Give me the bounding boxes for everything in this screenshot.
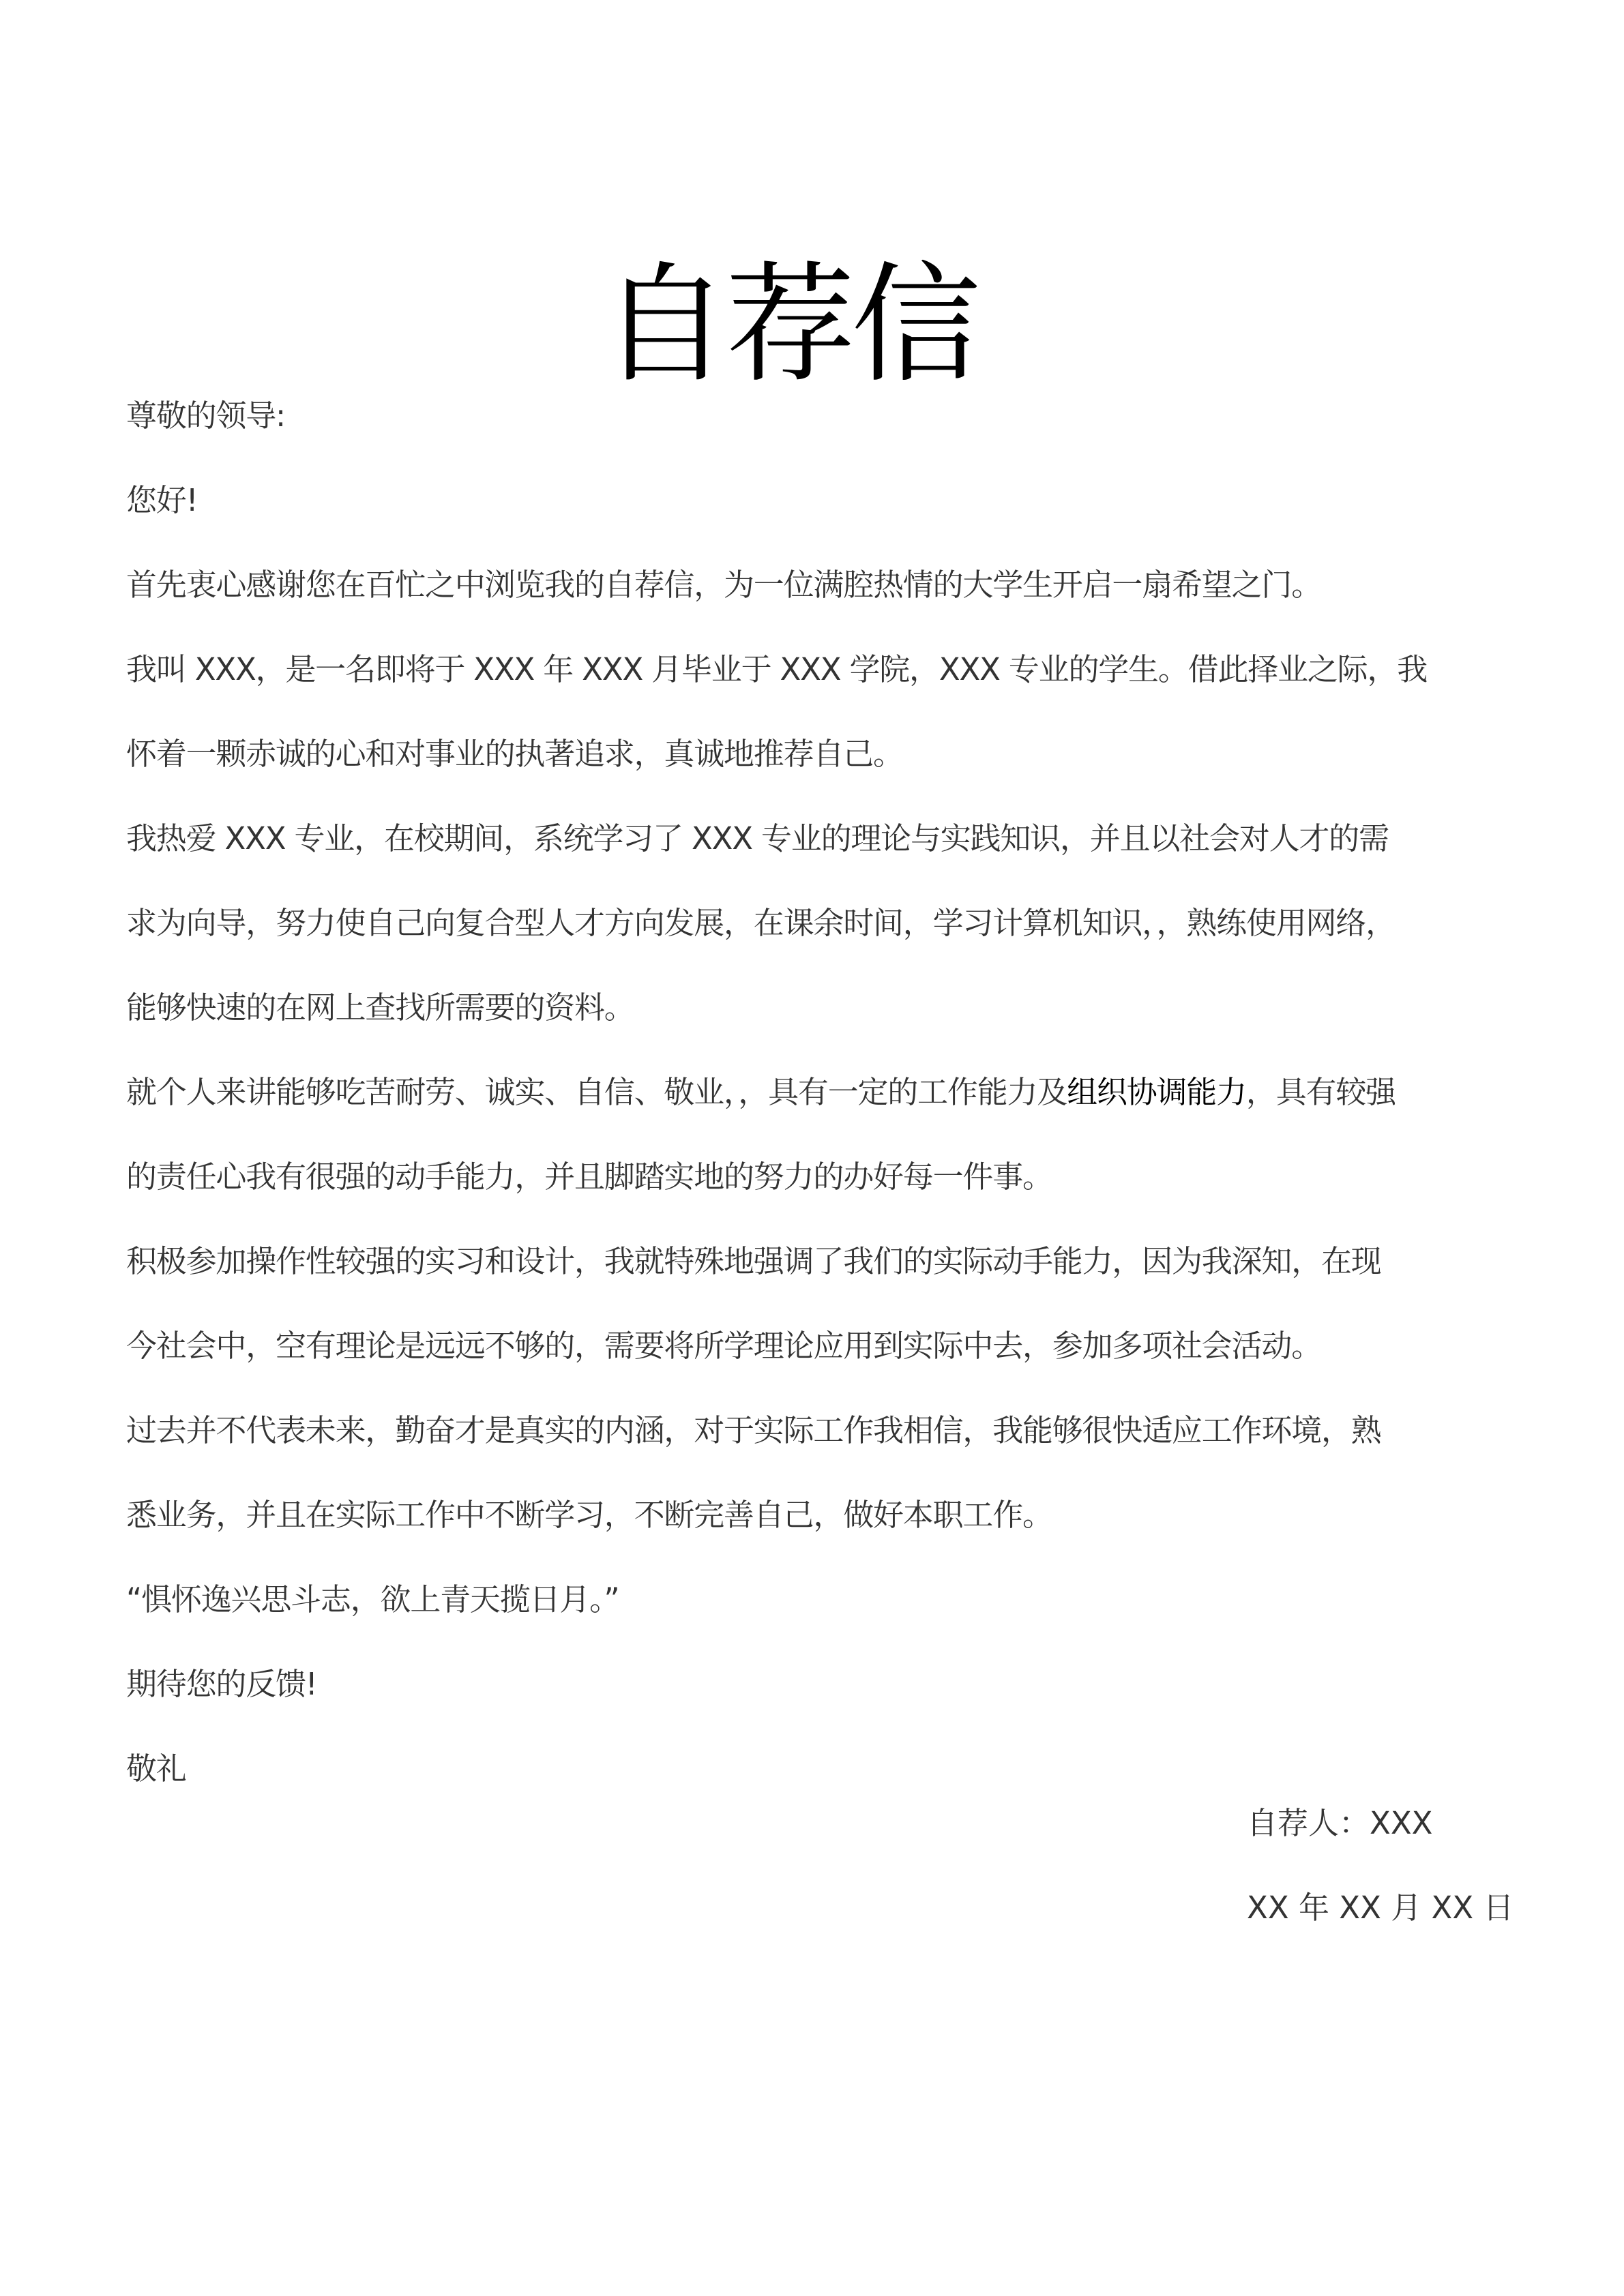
signature-block xyxy=(1247,1781,1514,1950)
paragraph-practice xyxy=(126,1219,1518,1388)
document-title: 自荐信 xyxy=(600,250,977,400)
text-segment: 就个人来讲能够吃苦耐劳、诚实、自信、敬业，，具有一定的工作能力及 xyxy=(126,1074,1067,1110)
paragraph-line: 积极参加操作性较强的实习和设计，我就特殊地强调了我们的实际动手能力，因为我深知，在现 xyxy=(126,1243,1381,1279)
paragraph-line xyxy=(126,1050,1518,1135)
paragraph-line: 首先衷心感谢您在百忙之中浏览我的自荐信，为一位满腔热情的大学生开启一扇希望之门。 xyxy=(126,567,1322,603)
paragraph-future xyxy=(126,1388,1518,1557)
closing-regards: 敬礼 xyxy=(126,1750,186,1787)
paragraph-line: 求为向导，努力使自己向复合型人才方向发展，在课余时间，学习计算机知识，，熟练使用网络， xyxy=(126,905,1396,941)
text-segment: ，具有较强 xyxy=(1245,1074,1396,1110)
paragraph-line: 怀着一颗赤诚的心和对事业的执著追求，真诚地推荐自己。 xyxy=(126,736,903,772)
paragraph-line: 我热爱 XXX 专业，在校期间，系统学习了 XXX 专业的理论与实践知识，并且以社会对人才的需 xyxy=(126,820,1389,856)
quote: “惧怀逸兴思斗志，欲上青天揽日月。” xyxy=(126,1581,619,1617)
greeting: 您好! xyxy=(126,482,198,518)
signature-date: XX 年 XX 月 XX 日 xyxy=(1247,1890,1514,1926)
paragraph-thanks xyxy=(126,543,1518,627)
emphasized-phrase: 组织协调能力 xyxy=(1067,1074,1246,1110)
letter-body xyxy=(126,374,1518,1811)
paragraph-line: 能够快速的在网上查找所需要的资料。 xyxy=(126,989,634,1026)
signature-name: 自荐人：XXX xyxy=(1247,1805,1433,1841)
paragraph-line: 的责任心我有很强的动手能力，并且脚踏实地的努力的办好每一件事。 xyxy=(126,1159,1052,1195)
salutation: 尊敬的领导: xyxy=(126,398,285,434)
paragraph-line: 过去并不代表未来，勤奋才是真实的内涵，对于实际工作我相信，我能够很快适应工作环境，熟 xyxy=(126,1412,1381,1448)
paragraph-personal-qualities xyxy=(126,1050,1518,1219)
paragraph-line: 悉业务，并且在实际工作中不断学习，不断完善自己，做好本职工作。 xyxy=(126,1497,1052,1533)
paragraph-major xyxy=(126,796,1518,1050)
closing-expectation: 期待您的反馈! xyxy=(126,1666,317,1702)
paragraph-introduction xyxy=(126,627,1518,796)
paragraph-line: 今社会中，空有理论是远远不够的，需要将所学理论应用到实际中去，参加多项社会活动。 xyxy=(126,1328,1322,1364)
paragraph-line: 我叫 XXX，是一名即将于 XXX 年 XXX 月毕业于 XXX 学院，XXX 专业的学生。借此择业之际，我 xyxy=(126,651,1428,687)
